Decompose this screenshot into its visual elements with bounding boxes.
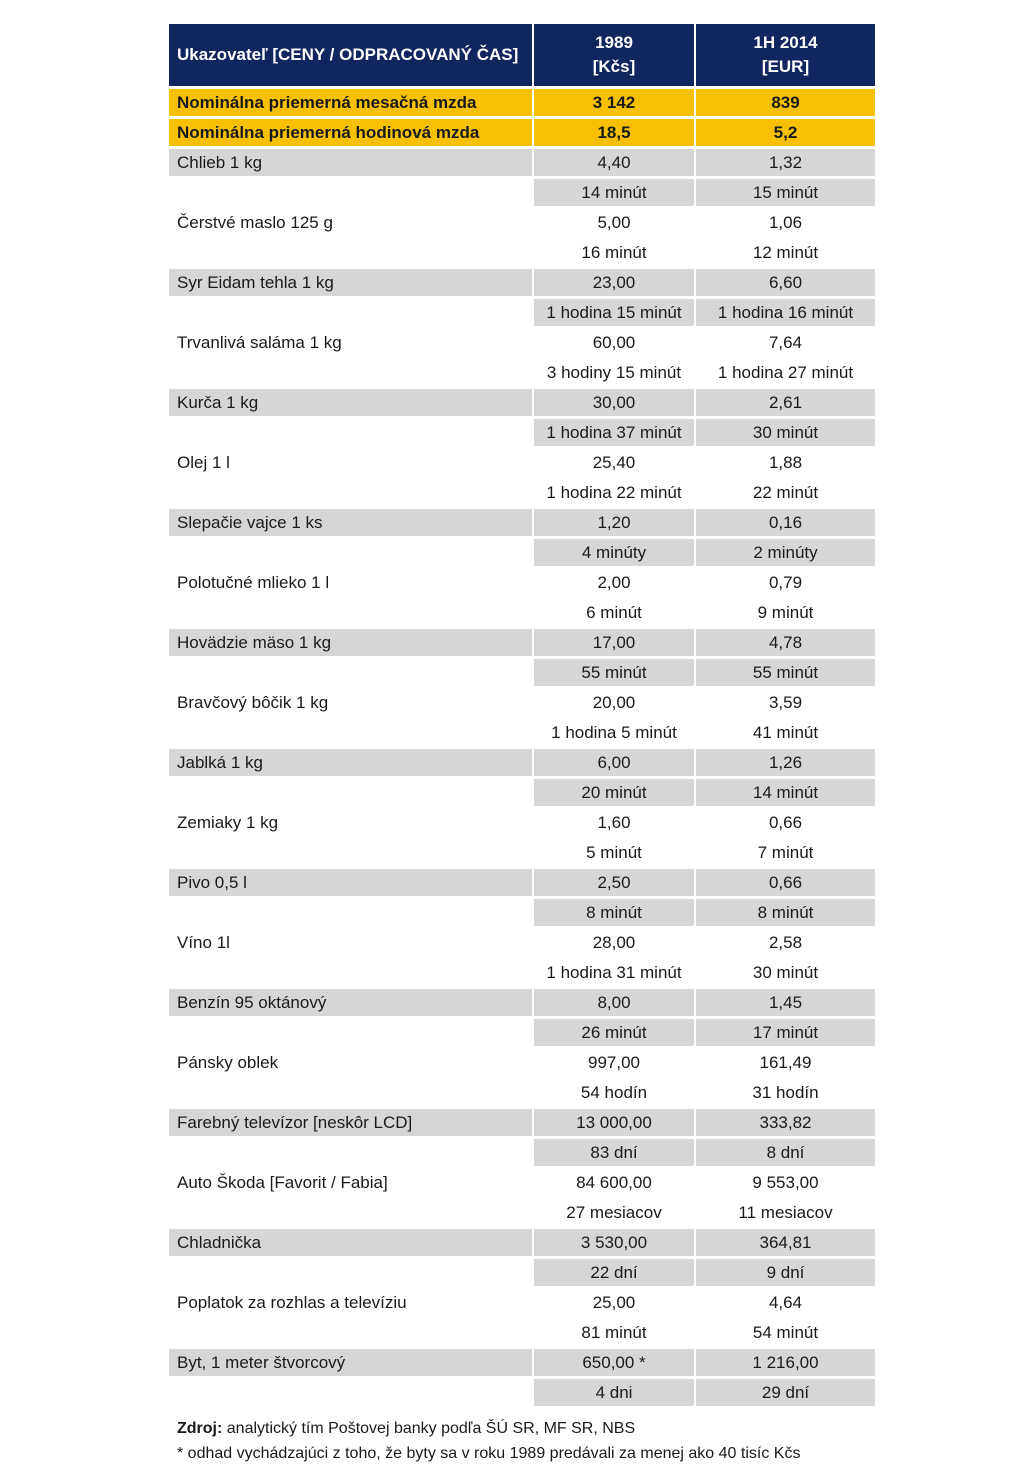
worktime-2014: 8 dní	[695, 1138, 875, 1168]
item-label: Zemiaky 1 kg	[169, 808, 533, 838]
item-label: Trvanlivá saláma 1 kg	[169, 328, 533, 358]
price-2014: 9 553,00	[695, 1168, 875, 1198]
wage-label: Nominálna priemerná mesačná mzda	[169, 88, 533, 118]
price-2014: 1,26	[695, 748, 875, 778]
price-1989: 1,20	[533, 508, 695, 538]
worktime-row	[169, 1258, 875, 1288]
worktime-2014: 14 minút	[695, 778, 875, 808]
worktime-1989: 16 minút	[533, 238, 695, 268]
worktime-1989: 22 dní	[533, 1258, 695, 1288]
wage-value-1989: 3 142	[533, 88, 695, 118]
worktime-2014: 9 minút	[695, 598, 875, 628]
worktime-2014: 7 minút	[695, 838, 875, 868]
worktime-row	[169, 1318, 875, 1348]
price-1989: 30,00	[533, 388, 695, 418]
worktime-2014: 22 minút	[695, 478, 875, 508]
worktime-label-empty	[169, 658, 533, 688]
price-2014: 1,45	[695, 988, 875, 1018]
price-2014: 1,88	[695, 448, 875, 478]
item-label: Olej 1 l	[169, 448, 533, 478]
price-row	[169, 928, 875, 958]
worktime-2014: 17 minút	[695, 1018, 875, 1048]
price-row	[169, 448, 875, 478]
price-1989: 25,40	[533, 448, 695, 478]
worktime-2014: 55 minút	[695, 658, 875, 688]
price-1989: 60,00	[533, 328, 695, 358]
table-header-row	[169, 24, 875, 88]
price-2014: 7,64	[695, 328, 875, 358]
header-1989-currency: [Kčs]	[592, 57, 636, 76]
worktime-1989: 1 hodina 31 minút	[533, 958, 695, 988]
item-label: Víno 1l	[169, 928, 533, 958]
header-2014-currency: [EUR]	[761, 57, 810, 76]
price-2014: 6,60	[695, 268, 875, 298]
worktime-label-empty	[169, 238, 533, 268]
price-1989: 4,40	[533, 148, 695, 178]
worktime-label-empty	[169, 718, 533, 748]
price-row	[169, 208, 875, 238]
worktime-2014: 29 dní	[695, 1378, 875, 1407]
price-1989: 2,50	[533, 868, 695, 898]
worktime-label-empty	[169, 898, 533, 928]
worktime-1989: 1 hodina 15 minút	[533, 298, 695, 328]
price-2014: 1,32	[695, 148, 875, 178]
worktime-row	[169, 838, 875, 868]
worktime-label-empty	[169, 838, 533, 868]
worktime-label-empty	[169, 778, 533, 808]
worktime-1989: 3 hodiny 15 minút	[533, 358, 695, 388]
worktime-1989: 1 hodina 37 minút	[533, 418, 695, 448]
price-row	[169, 748, 875, 778]
worktime-label-empty	[169, 538, 533, 568]
worktime-row	[169, 178, 875, 208]
item-label: Kurča 1 kg	[169, 388, 533, 418]
worktime-2014: 31 hodín	[695, 1078, 875, 1108]
price-1989: 13 000,00	[533, 1108, 695, 1138]
price-2014: 1,06	[695, 208, 875, 238]
item-label: Polotučné mlieko 1 l	[169, 568, 533, 598]
price-2014: 0,66	[695, 868, 875, 898]
price-row	[169, 508, 875, 538]
worktime-row	[169, 418, 875, 448]
price-1989: 8,00	[533, 988, 695, 1018]
price-2014: 333,82	[695, 1108, 875, 1138]
price-row	[169, 568, 875, 598]
price-row	[169, 688, 875, 718]
worktime-2014: 30 minút	[695, 958, 875, 988]
worktime-row	[169, 538, 875, 568]
worktime-2014: 41 minút	[695, 718, 875, 748]
price-2014: 161,49	[695, 1048, 875, 1078]
worktime-label-empty	[169, 1258, 533, 1288]
source-label: Zdroj:	[177, 1420, 223, 1437]
header-1989-year: 1989	[595, 33, 633, 52]
worktime-row	[169, 1378, 875, 1407]
item-label: Slepačie vajce 1 ks	[169, 508, 533, 538]
worktime-1989: 83 dní	[533, 1138, 695, 1168]
price-row	[169, 388, 875, 418]
worktime-2014: 11 mesiacov	[695, 1198, 875, 1228]
worktime-2014: 1 hodina 27 minút	[695, 358, 875, 388]
item-label: Bravčový bôčik 1 kg	[169, 688, 533, 718]
wage-value-1989: 18,5	[533, 118, 695, 148]
worktime-2014: 54 minút	[695, 1318, 875, 1348]
table-body	[169, 88, 875, 1407]
price-1989: 17,00	[533, 628, 695, 658]
worktime-row	[169, 238, 875, 268]
header-2014-year: 1H 2014	[753, 33, 818, 52]
price-row	[169, 1348, 875, 1378]
item-label: Pánsky oblek	[169, 1048, 533, 1078]
price-row	[169, 1108, 875, 1138]
worktime-label-empty	[169, 178, 533, 208]
item-label: Hovädzie mäso 1 kg	[169, 628, 533, 658]
price-comparison-table-container	[169, 24, 875, 1466]
worktime-label-empty	[169, 958, 533, 988]
worktime-label-empty	[169, 1318, 533, 1348]
worktime-1989: 27 mesiacov	[533, 1198, 695, 1228]
price-1989: 23,00	[533, 268, 695, 298]
worktime-1989: 14 minút	[533, 178, 695, 208]
price-2014: 4,64	[695, 1288, 875, 1318]
wage-row	[169, 88, 875, 118]
item-label: Farebný televízor [neskôr LCD]	[169, 1108, 533, 1138]
worktime-1989: 4 minúty	[533, 538, 695, 568]
worktime-2014: 15 minút	[695, 178, 875, 208]
worktime-label-empty	[169, 1018, 533, 1048]
price-2014: 3,59	[695, 688, 875, 718]
worktime-1989: 4 dni	[533, 1378, 695, 1407]
worktime-row	[169, 958, 875, 988]
worktime-1989: 1 hodina 5 minút	[533, 718, 695, 748]
worktime-row	[169, 358, 875, 388]
worktime-label-empty	[169, 1378, 533, 1407]
worktime-row	[169, 478, 875, 508]
price-row	[169, 868, 875, 898]
price-row	[169, 1048, 875, 1078]
worktime-1989: 1 hodina 22 minút	[533, 478, 695, 508]
worktime-2014: 9 dní	[695, 1258, 875, 1288]
item-label: Byt, 1 meter štvorcový	[169, 1348, 533, 1378]
worktime-2014: 12 minút	[695, 238, 875, 268]
price-2014: 2,58	[695, 928, 875, 958]
worktime-row	[169, 778, 875, 808]
item-label: Jablká 1 kg	[169, 748, 533, 778]
price-1989: 5,00	[533, 208, 695, 238]
price-2014: 364,81	[695, 1228, 875, 1258]
worktime-row	[169, 598, 875, 628]
item-label: Syr Eidam tehla 1 kg	[169, 268, 533, 298]
worktime-label-empty	[169, 1138, 533, 1168]
header-2014	[695, 24, 875, 88]
price-2014: 0,79	[695, 568, 875, 598]
worktime-label-empty	[169, 478, 533, 508]
price-row	[169, 808, 875, 838]
item-label: Pivo 0,5 l	[169, 868, 533, 898]
price-row	[169, 1288, 875, 1318]
worktime-row	[169, 1198, 875, 1228]
worktime-label-empty	[169, 298, 533, 328]
worktime-1989: 55 minút	[533, 658, 695, 688]
price-row	[169, 1168, 875, 1198]
price-1989: 25,00	[533, 1288, 695, 1318]
worktime-row	[169, 1138, 875, 1168]
item-label: Chladnička	[169, 1228, 533, 1258]
worktime-label-empty	[169, 598, 533, 628]
wage-label: Nominálna priemerná hodinová mzda	[169, 118, 533, 148]
item-label: Auto Škoda [Favorit / Fabia]	[169, 1168, 533, 1198]
price-2014: 4,78	[695, 628, 875, 658]
table-notes	[169, 1416, 875, 1466]
worktime-label-empty	[169, 358, 533, 388]
price-2014: 0,66	[695, 808, 875, 838]
header-1989	[533, 24, 695, 88]
item-label: Čerstvé maslo 125 g	[169, 208, 533, 238]
wage-row	[169, 118, 875, 148]
item-label: Benzín 95 oktánový	[169, 988, 533, 1018]
worktime-1989: 54 hodín	[533, 1078, 695, 1108]
item-label: Poplatok za rozhlas a televíziu	[169, 1288, 533, 1318]
price-1989: 28,00	[533, 928, 695, 958]
wage-value-2014: 5,2	[695, 118, 875, 148]
worktime-1989: 20 minút	[533, 778, 695, 808]
worktime-1989: 26 minút	[533, 1018, 695, 1048]
price-1989: 1,60	[533, 808, 695, 838]
price-1989: 2,00	[533, 568, 695, 598]
worktime-1989: 81 minút	[533, 1318, 695, 1348]
worktime-row	[169, 1018, 875, 1048]
price-1989: 84 600,00	[533, 1168, 695, 1198]
price-1989: 6,00	[533, 748, 695, 778]
wage-value-2014: 839	[695, 88, 875, 118]
source-text: analytický tím Poštovej banky podľa ŠÚ SR, MF SR, NBS	[222, 1420, 636, 1437]
price-row	[169, 268, 875, 298]
worktime-2014: 8 minút	[695, 898, 875, 928]
worktime-2014: 2 minúty	[695, 538, 875, 568]
worktime-row	[169, 718, 875, 748]
price-2014: 0,16	[695, 508, 875, 538]
worktime-1989: 6 minút	[533, 598, 695, 628]
source-note	[177, 1416, 875, 1441]
header-indicator: Ukazovateľ [CENY / ODPRACOVANÝ ČAS]	[169, 24, 533, 88]
price-comparison-table	[169, 24, 875, 1406]
worktime-1989: 5 minút	[533, 838, 695, 868]
price-row	[169, 328, 875, 358]
worktime-2014: 1 hodina 16 minút	[695, 298, 875, 328]
worktime-row	[169, 898, 875, 928]
worktime-row	[169, 658, 875, 688]
price-row	[169, 628, 875, 658]
footnote: * odhad vychádzajúci z toho, že byty sa v roku 1989 predávali za menej ako 40 tisíc Kčs	[177, 1445, 801, 1462]
price-1989: 997,00	[533, 1048, 695, 1078]
price-row	[169, 988, 875, 1018]
price-1989: 650,00 *	[533, 1348, 695, 1378]
price-2014: 2,61	[695, 388, 875, 418]
price-1989: 20,00	[533, 688, 695, 718]
worktime-row	[169, 1078, 875, 1108]
worktime-label-empty	[169, 1198, 533, 1228]
worktime-1989: 8 minút	[533, 898, 695, 928]
worktime-2014: 30 minút	[695, 418, 875, 448]
worktime-row	[169, 298, 875, 328]
price-row	[169, 148, 875, 178]
worktime-label-empty	[169, 418, 533, 448]
worktime-label-empty	[169, 1078, 533, 1108]
item-label: Chlieb 1 kg	[169, 148, 533, 178]
price-2014: 1 216,00	[695, 1348, 875, 1378]
price-1989: 3 530,00	[533, 1228, 695, 1258]
price-row	[169, 1228, 875, 1258]
